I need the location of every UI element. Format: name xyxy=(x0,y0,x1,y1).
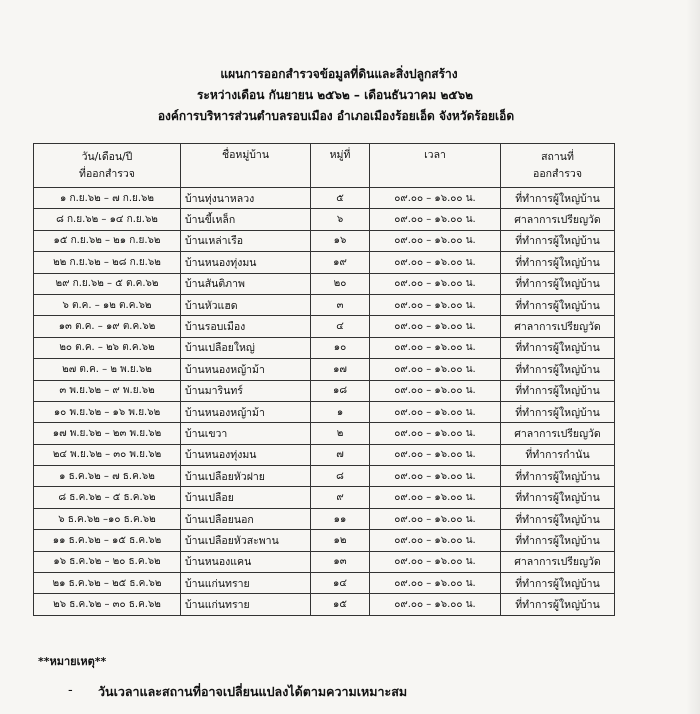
cell-date: ๘ ก.ย.๖๒ – ๑๔ ก.ย.๖๒ xyxy=(34,209,181,230)
header-village xyxy=(181,144,311,188)
table-row xyxy=(34,337,615,358)
cell-village: บ้านเปลือย xyxy=(181,487,311,508)
cell-time: ๐๙.๐๐ – ๑๖.๐๐ น. xyxy=(370,573,501,594)
cell-date: ๑๖ ธ.ค.๖๒ – ๒๐ ธ.ค.๖๒ xyxy=(34,551,181,572)
cell-place: ที่ทำการผู้ใหญ่บ้าน xyxy=(501,359,615,380)
document-title xyxy=(0,64,700,127)
cell-village: บ้านเขวา xyxy=(181,423,311,444)
cell-village: บ้านหนองทุ่งมน xyxy=(181,252,311,273)
cell-date: ๑๓ ต.ค. – ๑๙ ต.ค.๖๒ xyxy=(34,316,181,337)
cell-time: ๐๙.๐๐ – ๑๖.๐๐ น. xyxy=(370,359,501,380)
note-dash: - xyxy=(68,683,73,698)
cell-village: บ้านมารินทร์ xyxy=(181,380,311,401)
cell-moo: ๑ xyxy=(311,401,370,422)
cell-moo: ๑๗ xyxy=(311,359,370,380)
cell-place: ที่ทำการผู้ใหญ่บ้าน xyxy=(501,294,615,315)
cell-date: ๑๗ พ.ย.๖๒ – ๒๓ พ.ย.๖๒ xyxy=(34,423,181,444)
cell-place: ศาลาการเปรียญวัด xyxy=(501,209,615,230)
table-body xyxy=(34,188,615,616)
title-line-1: แผนการออกสำรวจข้อมูลที่ดินและสิ่งปลูกสร้าง xyxy=(220,67,458,81)
cell-village: บ้านแก่นทราย xyxy=(181,573,311,594)
cell-date: ๒๗ ต.ค. – ๒ พ.ย.๖๒ xyxy=(34,359,181,380)
header-date xyxy=(34,144,181,188)
cell-time: ๐๙.๐๐ – ๑๖.๐๐ น. xyxy=(370,530,501,551)
cell-village: บ้านแก่นทราย xyxy=(181,594,311,615)
cell-place: ที่ทำการผู้ใหญ่บ้าน xyxy=(501,487,615,508)
cell-date: ๒๑ ธ.ค.๖๒ – ๒๕ ธ.ค.๖๒ xyxy=(34,573,181,594)
table-row xyxy=(34,594,615,615)
cell-moo: ๑๑ xyxy=(311,508,370,529)
cell-date: ๒๙ ก.ย.๖๒ – ๕ ต.ค.๖๒ xyxy=(34,273,181,294)
cell-village: บ้านรอบเมือง xyxy=(181,316,311,337)
cell-time: ๐๙.๐๐ – ๑๖.๐๐ น. xyxy=(370,380,501,401)
cell-time: ๐๙.๐๐ – ๑๖.๐๐ น. xyxy=(370,487,501,508)
cell-time: ๐๙.๐๐ – ๑๖.๐๐ น. xyxy=(370,444,501,465)
cell-village: บ้านขี้เหล็ก xyxy=(181,209,311,230)
cell-date: ๖ ต.ค. – ๑๒ ต.ค.๖๒ xyxy=(34,294,181,315)
table-row xyxy=(34,252,615,273)
cell-village: บ้านสันติภาพ xyxy=(181,273,311,294)
cell-place: ที่ทำการผู้ใหญ่บ้าน xyxy=(501,573,615,594)
cell-moo: ๑๔ xyxy=(311,573,370,594)
cell-place: ที่ทำการผู้ใหญ่บ้าน xyxy=(501,530,615,551)
cell-time: ๐๙.๐๐ – ๑๖.๐๐ น. xyxy=(370,466,501,487)
cell-moo: ๓ xyxy=(311,294,370,315)
cell-village: บ้านเปลือยหัวสะพาน xyxy=(181,530,311,551)
cell-date: ๒๔ พ.ย.๖๒ – ๓๐ พ.ย.๖๒ xyxy=(34,444,181,465)
cell-place: ที่ทำการผู้ใหญ่บ้าน xyxy=(501,380,615,401)
cell-time: ๐๙.๐๐ – ๑๖.๐๐ น. xyxy=(370,252,501,273)
header-moo xyxy=(311,144,370,188)
cell-place: ที่ทำการผู้ใหญ่บ้าน xyxy=(501,594,615,615)
cell-time: ๐๙.๐๐ – ๑๖.๐๐ น. xyxy=(370,209,501,230)
cell-time: ๐๙.๐๐ – ๑๖.๐๐ น. xyxy=(370,423,501,444)
table-row xyxy=(34,423,615,444)
header-time xyxy=(370,144,501,188)
cell-time: ๐๙.๐๐ – ๑๖.๐๐ น. xyxy=(370,337,501,358)
cell-place: ที่ทำการผู้ใหญ่บ้าน xyxy=(501,401,615,422)
cell-moo: ๑๒ xyxy=(311,530,370,551)
cell-village: บ้านหนองแคน xyxy=(181,551,311,572)
header-place xyxy=(501,144,615,188)
header-date-line1: วัน/เดือน/ปี xyxy=(81,150,133,163)
scan-edge-shadow xyxy=(686,0,700,714)
cell-village: บ้านเปลือยใหญ่ xyxy=(181,337,311,358)
table-header-row xyxy=(34,144,615,188)
cell-place: ที่ทำการผู้ใหญ่บ้าน xyxy=(501,188,615,209)
cell-place: ที่ทำการผู้ใหญ่บ้าน xyxy=(501,273,615,294)
cell-village: บ้านเปลือยนอก xyxy=(181,508,311,529)
table-row xyxy=(34,209,615,230)
table-row xyxy=(34,401,615,422)
table-row xyxy=(34,380,615,401)
cell-place: ที่ทำการผู้ใหญ่บ้าน xyxy=(501,466,615,487)
cell-moo: ๗ xyxy=(311,444,370,465)
cell-moo: ๒ xyxy=(311,423,370,444)
cell-moo: ๘ xyxy=(311,466,370,487)
table-row xyxy=(34,359,615,380)
cell-time: ๐๙.๐๐ – ๑๖.๐๐ น. xyxy=(370,273,501,294)
cell-date: ๖ ธ.ค.๖๒ –๑๐ ธ.ค.๖๒ xyxy=(34,508,181,529)
cell-time: ๐๙.๐๐ – ๑๖.๐๐ น. xyxy=(370,294,501,315)
table-row xyxy=(34,487,615,508)
table-row xyxy=(34,573,615,594)
cell-place: ที่ทำการผู้ใหญ่บ้าน xyxy=(501,252,615,273)
cell-place: ศาลาการเปรียญวัด xyxy=(501,551,615,572)
cell-moo: ๖ xyxy=(311,209,370,230)
cell-moo: ๑๙ xyxy=(311,252,370,273)
note-text: วันเวลาและสถานที่อาจเปลี่ยนแปลงได้ตามความเหมาะสม xyxy=(98,684,408,699)
cell-moo: ๑๐ xyxy=(311,337,370,358)
table-row xyxy=(34,551,615,572)
cell-date: ๑ ก.ย.๖๒ – ๗ ก.ย.๖๒ xyxy=(34,188,181,209)
cell-time: ๐๙.๐๐ – ๑๖.๐๐ น. xyxy=(370,316,501,337)
cell-date: ๑ ธ.ค.๖๒ – ๗ ธ.ค.๖๒ xyxy=(34,466,181,487)
header-place-line1: สถานที่ xyxy=(541,150,574,163)
cell-place: ที่ทำการผู้ใหญ่บ้าน xyxy=(501,508,615,529)
cell-place: ที่ทำการผู้ใหญ่บ้าน xyxy=(501,337,615,358)
table-row xyxy=(34,508,615,529)
cell-date: ๑๑ ธ.ค.๖๒ – ๑๕ ธ.ค.๖๒ xyxy=(34,530,181,551)
cell-moo: ๑๖ xyxy=(311,230,370,251)
cell-date: ๒๒ ก.ย.๖๒ – ๒๘ ก.ย.๖๒ xyxy=(34,252,181,273)
cell-date: ๒๖ ธ.ค.๖๒ – ๓๐ ธ.ค.๖๒ xyxy=(34,594,181,615)
cell-moo: ๑๓ xyxy=(311,551,370,572)
header-village-label: ชื่อหมู่บ้าน xyxy=(221,149,269,161)
header-time-label: เวลา xyxy=(424,149,446,161)
cell-moo: ๕ xyxy=(311,188,370,209)
table-row xyxy=(34,530,615,551)
cell-village: บ้านหนองทุ่งมน xyxy=(181,444,311,465)
cell-village: บ้านหัวแฮด xyxy=(181,294,311,315)
title-line-3: องค์การบริหารส่วนตำบลรอบเมือง อำเภอเมืองร้อยเอ็ด จังหวัดร้อยเอ็ด xyxy=(157,109,515,123)
cell-time: ๐๙.๐๐ – ๑๖.๐๐ น. xyxy=(370,230,501,251)
cell-time: ๐๙.๐๐ – ๑๖.๐๐ น. xyxy=(370,594,501,615)
table-row xyxy=(34,466,615,487)
cell-place: ศาลาการเปรียญวัด xyxy=(501,316,615,337)
cell-village: บ้านหนองหญ้าม้า xyxy=(181,359,311,380)
cell-time: ๐๙.๐๐ – ๑๖.๐๐ น. xyxy=(370,401,501,422)
cell-village: บ้านเหล่าเรือ xyxy=(181,230,311,251)
cell-place: ที่ทำการผู้ใหญ่บ้าน xyxy=(501,230,615,251)
cell-time: ๐๙.๐๐ – ๑๖.๐๐ น. xyxy=(370,551,501,572)
cell-time: ๐๙.๐๐ – ๑๖.๐๐ น. xyxy=(370,508,501,529)
cell-time: ๐๙.๐๐ – ๑๖.๐๐ น. xyxy=(370,188,501,209)
survey-schedule-table xyxy=(33,143,615,616)
cell-date: ๑๕ ก.ย.๖๒ – ๒๑ ก.ย.๖๒ xyxy=(34,230,181,251)
cell-date: ๓ พ.ย.๖๒ – ๙ พ.ย.๖๒ xyxy=(34,380,181,401)
cell-moo: ๑๕ xyxy=(311,594,370,615)
cell-village: บ้านหนองหญ้าม้า xyxy=(181,401,311,422)
table-row xyxy=(34,188,615,209)
header-place-line2: ออกสำรวจ xyxy=(533,167,582,180)
table-row xyxy=(34,444,615,465)
table-row xyxy=(34,273,615,294)
cell-date: ๘ ธ.ค.๖๒ – ๕ ธ.ค.๖๒ xyxy=(34,487,181,508)
table-row xyxy=(34,294,615,315)
cell-village: บ้านเปลือยหัวฝาย xyxy=(181,466,311,487)
cell-moo: ๙ xyxy=(311,487,370,508)
title-line-2: ระหว่างเดือน กันยายน ๒๕๖๒ – เดือนธันวาคม ๒๕๖๒ xyxy=(196,88,474,102)
cell-place: ศาลาการเปรียญวัด xyxy=(501,423,615,444)
header-moo-label: หมู่ที่ xyxy=(329,149,351,161)
cell-date: ๒๐ ต.ค. – ๒๖ ต.ค.๖๒ xyxy=(34,337,181,358)
cell-moo: ๔ xyxy=(311,316,370,337)
note-title: **หมายเหตุ** xyxy=(38,655,107,668)
table-row xyxy=(34,316,615,337)
cell-date: ๑๐ พ.ย.๖๒ – ๑๖ พ.ย.๖๒ xyxy=(34,401,181,422)
header-date-line2: ที่ออกสำรวจ xyxy=(79,167,135,180)
cell-village: บ้านทุ่งนาหลวง xyxy=(181,188,311,209)
cell-moo: ๑๘ xyxy=(311,380,370,401)
cell-place: ที่ทำการกำนัน xyxy=(501,444,615,465)
table-row xyxy=(34,230,615,251)
cell-moo: ๒๐ xyxy=(311,273,370,294)
